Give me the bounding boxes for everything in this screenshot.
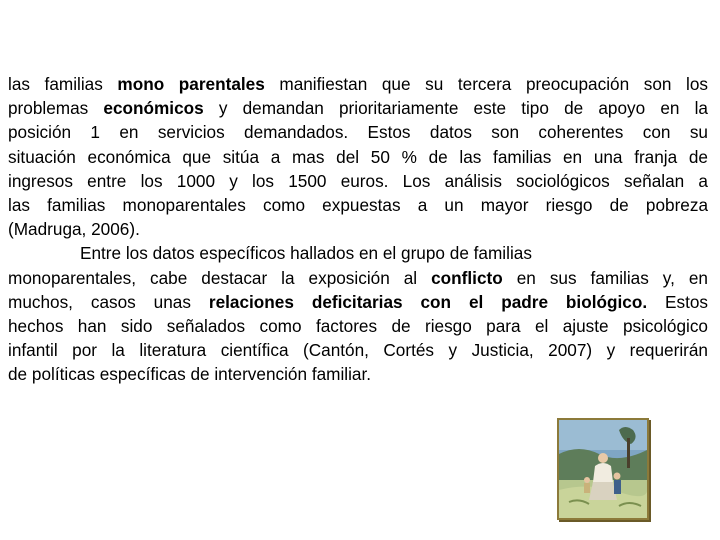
text-line: hechos han sido señalados como factores de riesgo para el ajuste psicológico	[8, 315, 708, 336]
bold-text: relaciones deficitarias con el padre biológico.	[208, 291, 648, 312]
bold-text: mono parentales	[117, 74, 265, 94]
text-run: muchos, casos unas	[8, 291, 209, 312]
text-run: y demandan prioritariamente este tipo de apoyo en la	[203, 98, 708, 119]
text-line: Entre los datos específicos hallados en el grupo de familias	[80, 243, 532, 264]
text-line: de políticas específicas de intervención familiar.	[8, 364, 372, 385]
text-line: ingresos entre los 1000 y los 1500 euros. Los análisis sociológicos señalan a	[8, 170, 708, 191]
text-line: situación económica que sitúa a mas del 50 % de las familias en una franja de	[8, 146, 708, 167]
text-run: en sus familias y, en	[502, 267, 708, 288]
family-painting-image	[557, 418, 649, 520]
text-line: infantil por la literatura científica (Cantón, Cortés y Justicia, 2007) y requerirán	[8, 340, 708, 361]
text-line: (Madruga, 2006).	[8, 219, 140, 240]
text-line	[8, 96, 708, 120]
text-run: Estos	[647, 291, 708, 312]
text-line	[8, 266, 708, 290]
bold-text: conflicto	[431, 267, 503, 288]
text-run: manifiestan que su tercera preocupación son los	[264, 74, 708, 94]
text-line	[8, 72, 708, 96]
text-line: posición 1 en servicios demandados. Estos datos son coherentes con su	[8, 122, 708, 143]
text-run: monoparentales, cabe destacar la exposición al	[8, 267, 432, 288]
bold-text: económicos	[103, 98, 204, 119]
text-run: las familias	[8, 74, 118, 94]
text-line	[8, 290, 708, 314]
text-line: las familias monoparentales como expuestas a un mayor riesgo de pobreza	[8, 194, 708, 215]
painting-illustration	[559, 420, 647, 518]
text-run: problemas	[8, 98, 104, 119]
document-text	[8, 72, 708, 386]
